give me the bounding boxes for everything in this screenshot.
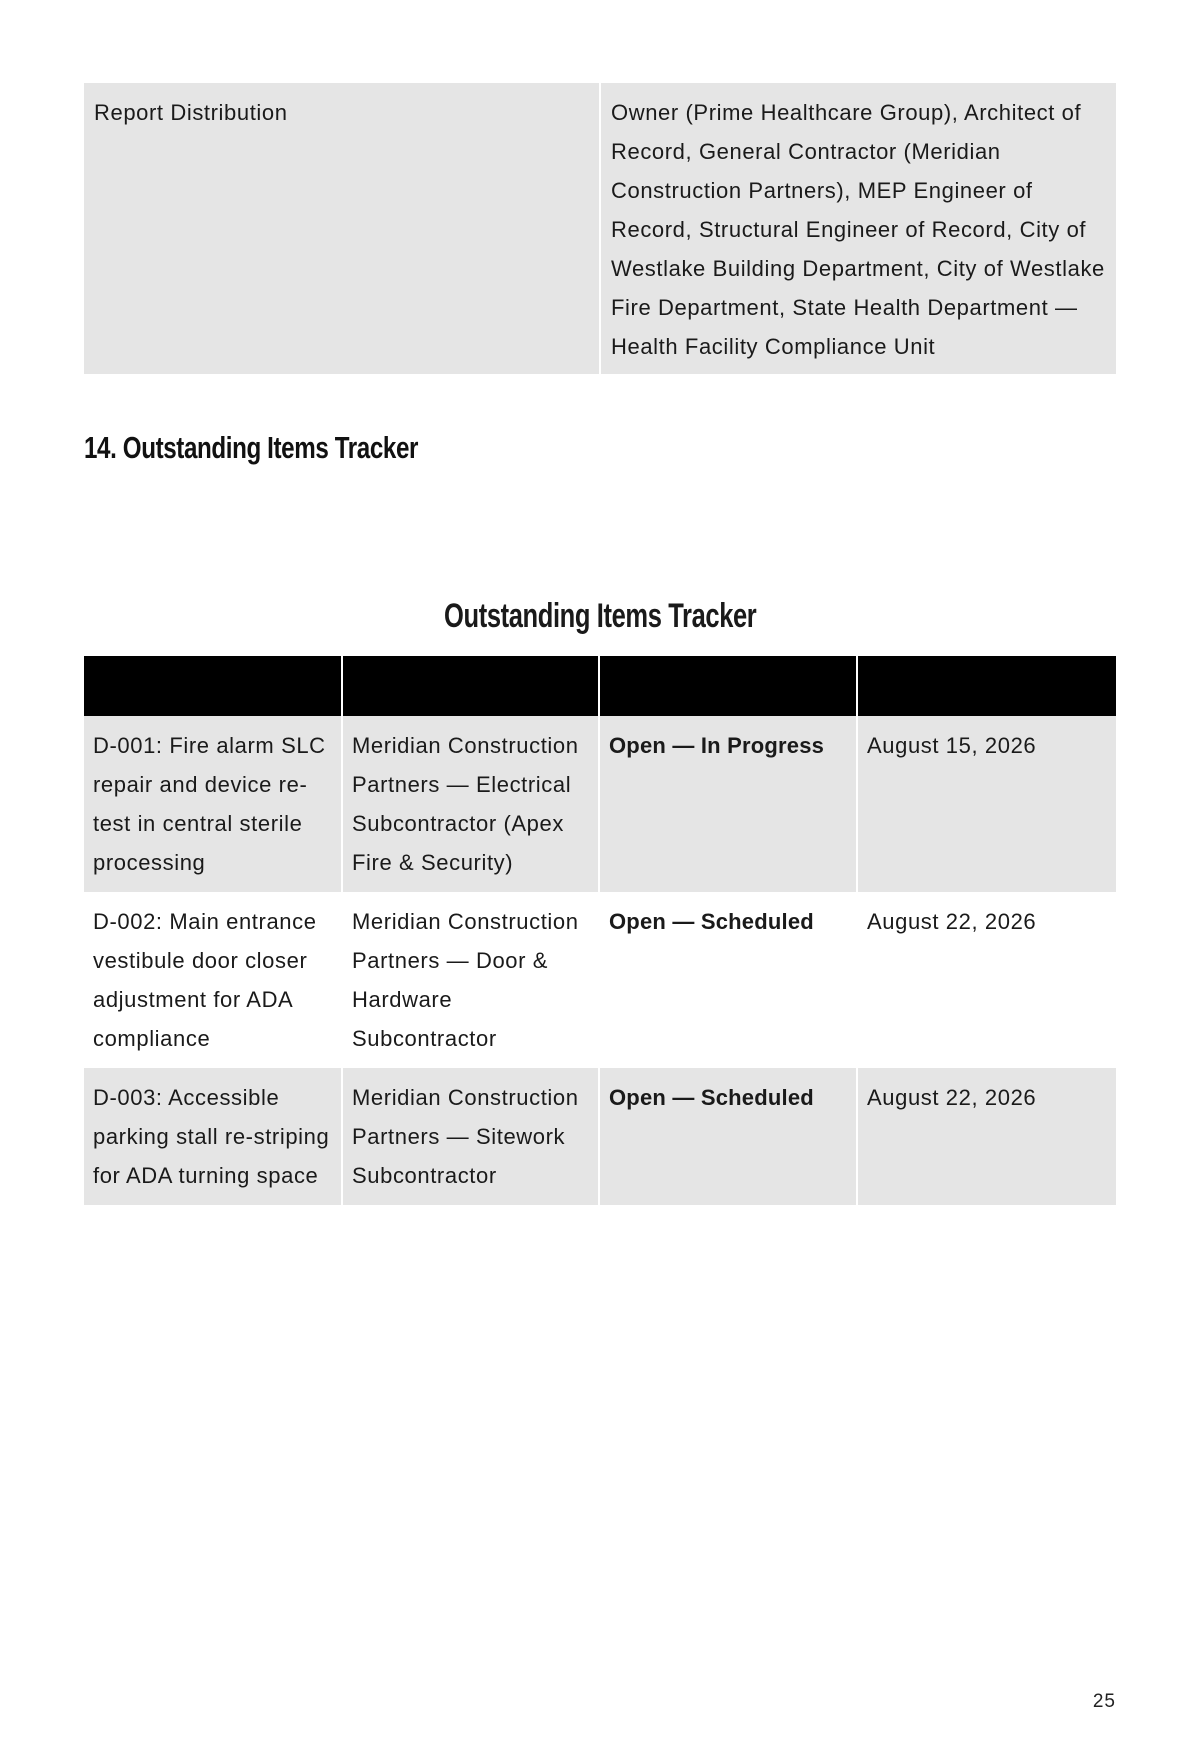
distribution-label: Report Distribution	[84, 83, 599, 374]
date-cell: August 22, 2026	[856, 1068, 1116, 1205]
table-row	[84, 83, 1116, 374]
header-cell	[84, 656, 341, 716]
item-cell: D-003: Accessible parking stall re-striping for ADA turning space	[84, 1068, 341, 1205]
status-cell: Open — Scheduled	[598, 1068, 856, 1205]
table-row	[84, 716, 1116, 892]
status-cell: Open — In Progress	[598, 716, 856, 892]
table-header-row	[84, 656, 1116, 716]
section-heading: 14. Outstanding Items Tracker	[84, 430, 419, 465]
table-row	[84, 1068, 1116, 1205]
distribution-value: Owner (Prime Healthcare Group), Architect of Record, General Contractor (Meridian Construction Partners), MEP Engineer of Record, Structural Engineer of Record, City of Westlake Building Department, City of Westlake Fire Department, State Health Department — Health Facility Compliance Unit	[599, 83, 1116, 374]
table-title-text: Outstanding Items Tracker	[443, 597, 757, 635]
table-row	[84, 892, 1116, 1068]
responsible-cell: Meridian Construction Partners — Door & Hardware Subcontractor	[341, 892, 598, 1068]
page-number: 25	[1092, 1691, 1116, 1712]
document-page	[84, 83, 1116, 1205]
report-distribution-table	[84, 83, 1116, 374]
responsible-cell: Meridian Construction Partners — Electrical Subcontractor (Apex Fire & Security)	[341, 716, 598, 892]
date-cell: August 22, 2026	[856, 892, 1116, 1068]
item-cell: D-002: Main entrance vestibule door closer adjustment for ADA compliance	[84, 892, 341, 1068]
status-cell: Open — Scheduled	[598, 892, 856, 1068]
item-cell: D-001: Fire alarm SLC repair and device re-test in central sterile processing	[84, 716, 341, 892]
table-title	[84, 589, 1116, 643]
date-cell: August 15, 2026	[856, 716, 1116, 892]
header-cell	[598, 656, 856, 716]
outstanding-items-table	[84, 656, 1116, 1205]
header-cell	[341, 656, 598, 716]
header-cell	[856, 656, 1116, 716]
responsible-cell: Meridian Construction Partners — Sitework Subcontractor	[341, 1068, 598, 1205]
